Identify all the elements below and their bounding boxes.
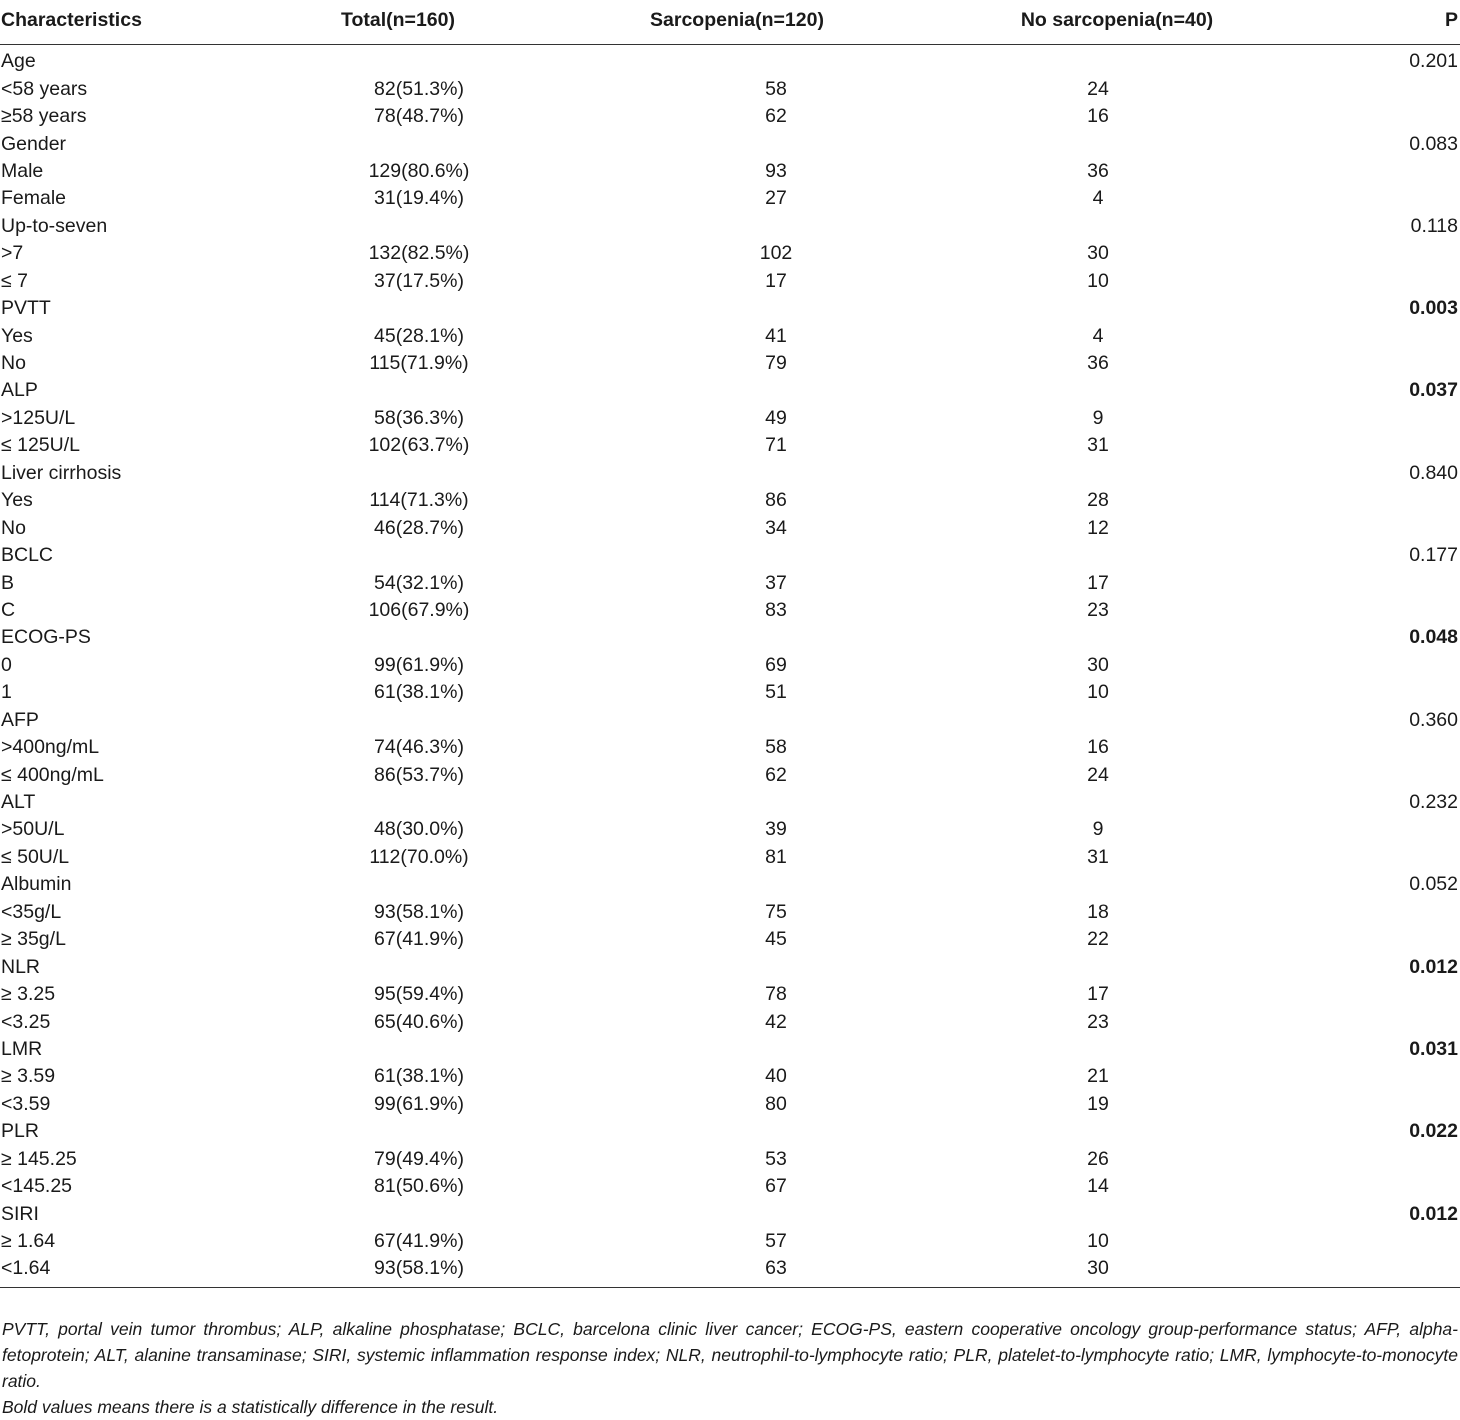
row-p-value [1278,1173,1460,1200]
row-no-sarcopenia: 10 [1087,681,1109,704]
table-row [0,432,1460,459]
row-p-value [1278,158,1460,185]
row-label: ECOG-PS [1,626,91,649]
row-sarcopenia: 17 [765,269,787,292]
row-label: PVTT [1,297,51,320]
row-p-value [1278,734,1460,761]
row-no-sarcopenia [958,789,1278,816]
row-p-value: 0.022 [1409,1120,1458,1143]
row-no-sarcopenia: 12 [1087,516,1109,539]
table-row [0,624,1460,651]
row-label: 1 [1,681,12,704]
table-footnotes [2,1316,1458,1420]
row-label: <3.59 [1,1092,51,1115]
row-p-value: 0.052 [1409,873,1458,896]
row-label: <3.25 [1,1010,51,1033]
row-no-sarcopenia: 9 [1092,818,1104,841]
row-total [280,460,518,487]
row-label: ≤ 7 [1,269,28,292]
row-label: ≤ 125U/L [1,434,80,457]
table-row [0,487,1460,514]
row-total: 48(30.0%) [374,818,464,841]
row-no-sarcopenia: 28 [1087,489,1109,512]
row-label: ≥ 3.59 [1,1065,56,1088]
row-label: ≥ 35g/L [1,928,66,951]
row-no-sarcopenia: 10 [1087,1230,1109,1253]
row-p-value: 0.840 [1409,461,1458,484]
row-no-sarcopenia [958,624,1278,651]
row-sarcopenia [518,45,958,76]
row-sarcopenia: 57 [765,1230,787,1253]
row-sarcopenia [518,460,958,487]
table-row [0,1063,1460,1090]
abbreviations-note: PVTT, portal vein tumor thrombus; ALP, alkaline phosphatase; BCLC, barcelona clinic liver cancer; ECOG-PS, eastern cooperative oncology group-performance status; AFP, alpha-fetoprotein; ALT, alanine transaminase; SIRI, systemic inflammation response index; NLR, neutrophil-to-lymphocyte ratio; PLR, platelet-to-lymphocyte ratio; LMR, lymphocyte-to-monocyte ratio. [2,1319,1458,1391]
row-label: <58 years [1,77,88,100]
row-sarcopenia: 42 [765,1010,787,1033]
row-label: Yes [1,324,33,347]
row-no-sarcopenia [958,130,1278,157]
bold-values-note: Bold values means there is a statistically difference in the result. [2,1397,499,1417]
row-sarcopenia: 41 [765,324,787,347]
row-sarcopenia [518,871,958,898]
row-sarcopenia: 78 [765,983,787,1006]
row-label: >400ng/mL [1,736,100,759]
row-p-value [1278,514,1460,541]
row-no-sarcopenia: 10 [1087,269,1109,292]
row-p-value [1278,432,1460,459]
row-sarcopenia: 62 [765,763,787,786]
row-total [280,953,518,980]
row-label: Up-to-seven [1,214,108,237]
table-row [0,816,1460,843]
row-no-sarcopenia [958,1200,1278,1227]
row-total: 46(28.7%) [374,516,464,539]
row-total: 65(40.6%) [374,1010,464,1033]
row-total: 114(71.3%) [369,489,469,512]
table-row [0,899,1460,926]
row-label: ≤ 50U/L [1,845,70,868]
row-label: B [1,571,15,594]
table-row [0,514,1460,541]
row-sarcopenia: 79 [765,352,787,375]
row-p-value: 0.012 [1409,955,1458,978]
table-row [0,953,1460,980]
row-total: 93(58.1%) [280,1255,518,1287]
row-no-sarcopenia [958,295,1278,322]
row-p-value [1278,405,1460,432]
row-p-value: 0.083 [1409,132,1458,155]
table-row [0,707,1460,734]
row-no-sarcopenia [958,1118,1278,1145]
row-label: Albumin [1,873,72,896]
row-total: 106(67.9%) [368,598,470,621]
row-p-value [1278,268,1460,295]
row-total: 61(38.1%) [374,1065,464,1088]
table-row [0,158,1460,185]
row-no-sarcopenia [958,460,1278,487]
row-p-value [1278,185,1460,212]
row-total: 115(71.9%) [369,352,469,375]
row-no-sarcopenia: 18 [1087,900,1109,923]
table-row [0,75,1460,102]
table-row [0,926,1460,953]
row-sarcopenia: 75 [765,900,787,923]
row-total [280,295,518,322]
row-total: 67(41.9%) [374,1230,464,1253]
row-sarcopenia: 49 [765,406,787,429]
row-p-value: 0.037 [1409,379,1458,402]
row-no-sarcopenia: 31 [1087,845,1109,868]
row-no-sarcopenia [958,213,1278,240]
row-p-value: 0.118 [1410,214,1458,237]
row-total: 93(58.1%) [374,900,464,923]
table-row [0,1118,1460,1145]
row-sarcopenia: 63 [518,1255,958,1287]
row-label: BCLC [1,544,54,567]
header-row [0,9,1460,45]
row-total: 82(51.3%) [374,77,464,100]
row-p-value: 0.003 [1409,297,1458,320]
row-label: SIRI [1,1202,39,1225]
table-row [0,1200,1460,1227]
row-no-sarcopenia: 23 [1087,1010,1109,1033]
row-label: Age [1,50,36,73]
row-sarcopenia: 67 [765,1175,787,1198]
row-no-sarcopenia: 14 [1087,1175,1109,1198]
row-label: ≥ 3.25 [1,983,56,1006]
row-sarcopenia [518,624,958,651]
row-label: LMR [1,1037,43,1060]
row-label: ALT [1,791,36,814]
row-sarcopenia: 53 [765,1147,787,1170]
row-no-sarcopenia [958,1036,1278,1063]
row-total: 45(28.1%) [374,324,464,347]
row-no-sarcopenia [958,871,1278,898]
table-row [0,597,1460,624]
row-label: C [1,598,16,621]
row-label: ≥ 145.25 [1,1147,77,1170]
table-row [0,569,1460,596]
row-p-value [1278,761,1460,788]
row-sarcopenia: 51 [765,681,787,704]
row-label: >7 [1,242,24,265]
row-sarcopenia: 69 [765,653,787,676]
row-p-value [1278,1255,1460,1287]
row-sarcopenia [518,707,958,734]
table-row [0,652,1460,679]
row-sarcopenia [518,953,958,980]
characteristics-table [0,9,1460,1288]
table-row [0,460,1460,487]
table-row [0,844,1460,871]
table-header [0,9,1460,45]
row-sarcopenia: 58 [765,77,787,100]
row-label: Yes [1,489,33,512]
row-label: ≥ 1.64 [1,1230,56,1253]
table-row [0,240,1460,267]
row-total: 102(63.7%) [368,434,470,457]
row-sarcopenia: 80 [765,1092,787,1115]
row-total: 54(32.1%) [374,571,464,594]
row-total [280,377,518,404]
row-no-sarcopenia: 24 [1087,77,1109,100]
row-p-value [1278,981,1460,1008]
table-row [0,45,1460,76]
row-no-sarcopenia [958,542,1278,569]
row-label: >125U/L [1,406,76,429]
row-sarcopenia: 81 [765,845,787,868]
row-label: <145.25 [1,1175,73,1198]
row-no-sarcopenia: 21 [1087,1065,1109,1088]
row-sarcopenia [518,295,958,322]
row-no-sarcopenia: 30 [958,1255,1278,1287]
row-p-value [1278,75,1460,102]
table-row [0,295,1460,322]
row-total: 112(70.0%) [369,845,469,868]
row-no-sarcopenia: 22 [1087,928,1109,951]
table-row [0,734,1460,761]
row-p-value: 0.177 [1409,544,1458,567]
row-no-sarcopenia: 4 [1092,187,1104,210]
row-p-value [1278,569,1460,596]
row-p-value [1278,1091,1460,1118]
row-label: >50U/L [1,818,65,841]
row-total: 58(36.3%) [374,406,464,429]
row-total: 99(61.9%) [374,653,464,676]
row-total: 99(61.9%) [374,1092,464,1115]
table-row [0,268,1460,295]
row-p-value [1278,350,1460,377]
row-p-value [1278,1228,1460,1255]
row-no-sarcopenia: 36 [1087,159,1109,182]
row-sarcopenia: 39 [765,818,787,841]
row-label: Liver cirrhosis [1,461,122,484]
row-total: 67(41.9%) [374,928,464,951]
row-p-value [1278,816,1460,843]
row-total: 86(53.7%) [374,763,464,786]
table-row [0,789,1460,816]
table-row [0,1091,1460,1118]
row-p-value: 0.201 [1409,50,1458,73]
row-sarcopenia: 71 [765,434,787,457]
table-row [0,1228,1460,1255]
row-p-value [1278,1008,1460,1035]
row-sarcopenia: 102 [759,242,793,265]
row-no-sarcopenia: 4 [1092,324,1104,347]
row-total [280,1200,518,1227]
table-row [0,1036,1460,1063]
row-total [280,707,518,734]
row-p-value [1278,844,1460,871]
row-sarcopenia: 27 [765,187,787,210]
row-sarcopenia: 62 [765,105,787,128]
row-label: NLR [1,955,41,978]
row-no-sarcopenia: 9 [1092,406,1104,429]
row-p-value [1278,899,1460,926]
row-no-sarcopenia: 24 [1087,763,1109,786]
table-row [0,1008,1460,1035]
table-row [0,761,1460,788]
row-label: Female [1,187,67,210]
row-sarcopenia [518,213,958,240]
row-sarcopenia: 58 [765,736,787,759]
row-sarcopenia: 86 [765,489,787,512]
row-total [280,45,518,76]
row-label: 0 [1,653,12,676]
table-row [0,322,1460,349]
row-no-sarcopenia: 16 [1087,736,1109,759]
row-label: <35g/L [1,900,62,923]
row-sarcopenia: 37 [765,571,787,594]
row-no-sarcopenia: 17 [1087,983,1109,1006]
row-no-sarcopenia: 31 [1087,434,1109,457]
row-total: 78(48.7%) [374,105,464,128]
table-row [0,871,1460,898]
header-total: Total(n=160) [280,9,518,45]
row-p-value [1278,1146,1460,1173]
row-no-sarcopenia [958,707,1278,734]
header-p-value: P [1278,9,1460,45]
row-label: PLR [1,1120,39,1143]
header-characteristics: Characteristics [0,9,280,45]
table-row [0,350,1460,377]
row-sarcopenia [518,1200,958,1227]
row-p-value: 0.232 [1409,791,1458,814]
row-total: 79(49.4%) [374,1147,464,1170]
row-p-value [1278,1063,1460,1090]
row-no-sarcopenia: 23 [1087,598,1109,621]
row-label: AFP [1,708,39,731]
table-body [0,45,1460,1288]
row-total: 74(46.3%) [374,736,464,759]
row-p-value [1278,103,1460,130]
row-total: 81(50.6%) [374,1175,464,1198]
row-label: Gender [1,132,67,155]
row-p-value [1278,322,1460,349]
row-p-value: 0.012 [1409,1202,1458,1225]
row-sarcopenia: 83 [765,598,787,621]
table-row [0,103,1460,130]
table-row [0,213,1460,240]
table-row [0,185,1460,212]
row-no-sarcopenia: 30 [1087,653,1109,676]
row-no-sarcopenia: 16 [1087,105,1109,128]
row-sarcopenia [518,789,958,816]
row-total [280,1118,518,1145]
row-sarcopenia [518,1036,958,1063]
row-label: ≥58 years [1,105,87,128]
row-no-sarcopenia [958,45,1278,76]
row-p-value [1278,487,1460,514]
row-p-value [1278,240,1460,267]
row-p-value [1278,597,1460,624]
row-sarcopenia [518,1118,958,1145]
row-total [280,213,518,240]
table-row [0,679,1460,706]
row-label: ALP [1,379,38,402]
row-no-sarcopenia: 17 [1087,571,1109,594]
row-sarcopenia [518,130,958,157]
table-row [0,130,1460,157]
row-total: 37(17.5%) [374,269,464,292]
row-total: 31(19.4%) [374,187,464,210]
table-row [0,542,1460,569]
table-row [0,1173,1460,1200]
row-label: No [1,516,26,539]
row-no-sarcopenia: 30 [1087,242,1109,265]
row-total [280,542,518,569]
row-sarcopenia [518,377,958,404]
row-label: <1.64 [0,1255,280,1287]
table-row [0,1255,1460,1287]
row-sarcopenia: 40 [765,1065,787,1088]
table-row [0,405,1460,432]
row-no-sarcopenia [958,377,1278,404]
header-sarcopenia: Sarcopenia(n=120) [518,9,958,45]
row-total [280,130,518,157]
row-no-sarcopenia: 36 [1087,352,1109,375]
row-p-value [1278,652,1460,679]
row-total [280,1036,518,1063]
row-label: Male [1,159,44,182]
row-p-value [1278,926,1460,953]
row-sarcopenia: 34 [765,516,787,539]
row-total: 95(59.4%) [374,983,464,1006]
row-total [280,871,518,898]
row-p-value: 0.048 [1409,626,1458,649]
row-no-sarcopenia: 19 [1087,1092,1109,1115]
row-sarcopenia: 93 [765,159,787,182]
row-sarcopenia: 45 [765,928,787,951]
table-row [0,1146,1460,1173]
row-no-sarcopenia [958,953,1278,980]
table-row [0,377,1460,404]
row-total: 129(80.6%) [368,159,470,182]
row-total [280,624,518,651]
row-sarcopenia [518,542,958,569]
row-p-value [1278,679,1460,706]
row-total [280,789,518,816]
row-total: 132(82.5%) [368,242,470,265]
row-label: ≤ 400ng/mL [1,763,104,786]
row-label: No [1,352,26,375]
row-total: 61(38.1%) [374,681,464,704]
table-row [0,981,1460,1008]
header-no-sarcopenia: No sarcopenia(n=40) [958,9,1278,45]
row-p-value: 0.360 [1409,708,1458,731]
row-no-sarcopenia: 26 [1087,1147,1109,1170]
row-p-value: 0.031 [1409,1037,1458,1060]
